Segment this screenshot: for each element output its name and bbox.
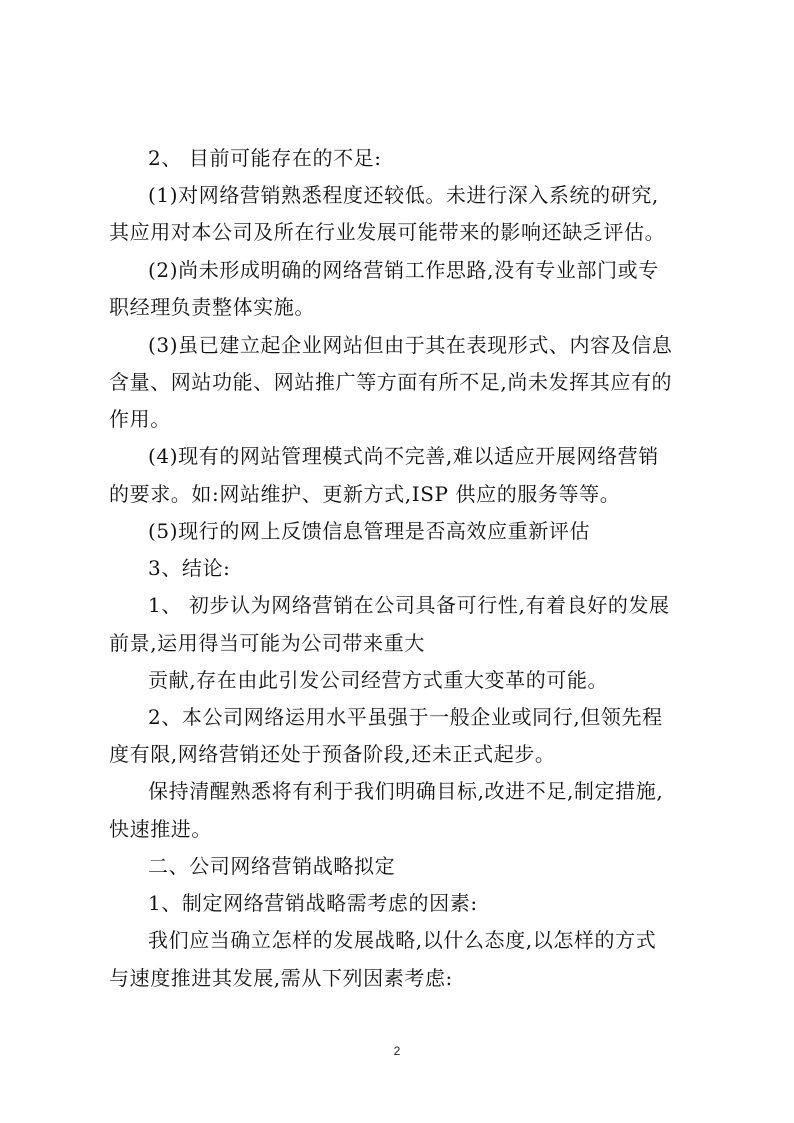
section-heading: 3、结论: [148, 556, 231, 580]
paragraph-line: (4)现有的网站管理模式尚不完善,难以适应开展网络营销 [148, 444, 659, 468]
page-number: 2 [393, 1044, 401, 1058]
paragraph-line: 其应用对本公司及所在行业发展可能带来的影响还缺乏评估。 [109, 220, 666, 244]
paragraph-line: (2)尚未形成明确的网络营销工作思路,没有专业部门或专 [148, 258, 659, 282]
paragraph-line: 快速推进。 [109, 817, 212, 841]
paragraph-line: 含量、网站功能、网站推广等方面有所不足,尚未发挥其应有的 [109, 370, 673, 394]
subsection-heading: 1、制定网络营销战略需考虑的因素: [148, 891, 478, 915]
paragraph-line: (1)对网络营销熟悉程度还较低。未进行深入系统的研究, [148, 183, 659, 207]
paragraph-line: 职经理负责整体实施。 [109, 295, 315, 319]
paragraph-line: 保持清醒熟悉将有利于我们明确目标,改进不足,制定措施, [148, 779, 664, 803]
paragraph-line: 2、 目前可能存在的不足: [148, 146, 382, 170]
paragraph-line: 度有限,网络营销还处于预备阶段,还未正式起步。 [109, 742, 556, 766]
paragraph-line: 2、本公司网络运用水平虽强于一般企业或同行,但领先程 [148, 705, 663, 729]
paragraph-line: (5)现行的网上反馈信息管理是否高效应重新评估 [148, 519, 591, 543]
paragraph-line: 前景,运用得当可能为公司带来重大 [109, 631, 425, 655]
paragraph-line: 作用。 [109, 407, 171, 431]
paragraph-line: 1、 初步认为网络营销在公司具备可行性,有着良好的发展 [148, 593, 670, 617]
paragraph-line: 贡献,存在由此引发公司经营方式重大变革的可能。 [148, 668, 609, 692]
paragraph-line: 我们应当确立怎样的发展战略,以什么态度,以怎样的方式 [148, 928, 657, 952]
section-heading: 二、公司网络营销战略拟定 [148, 854, 396, 878]
paragraph-line: 的要求。如:网站维护、更新方式,ISP 供应的服务等等。 [109, 482, 621, 506]
paragraph-line: 与速度推进其发展,需从下列因素考虑: [109, 966, 453, 990]
paragraph-line: (3)虽已建立起企业网站但由于其在表现形式、内容及信息 [148, 333, 673, 357]
